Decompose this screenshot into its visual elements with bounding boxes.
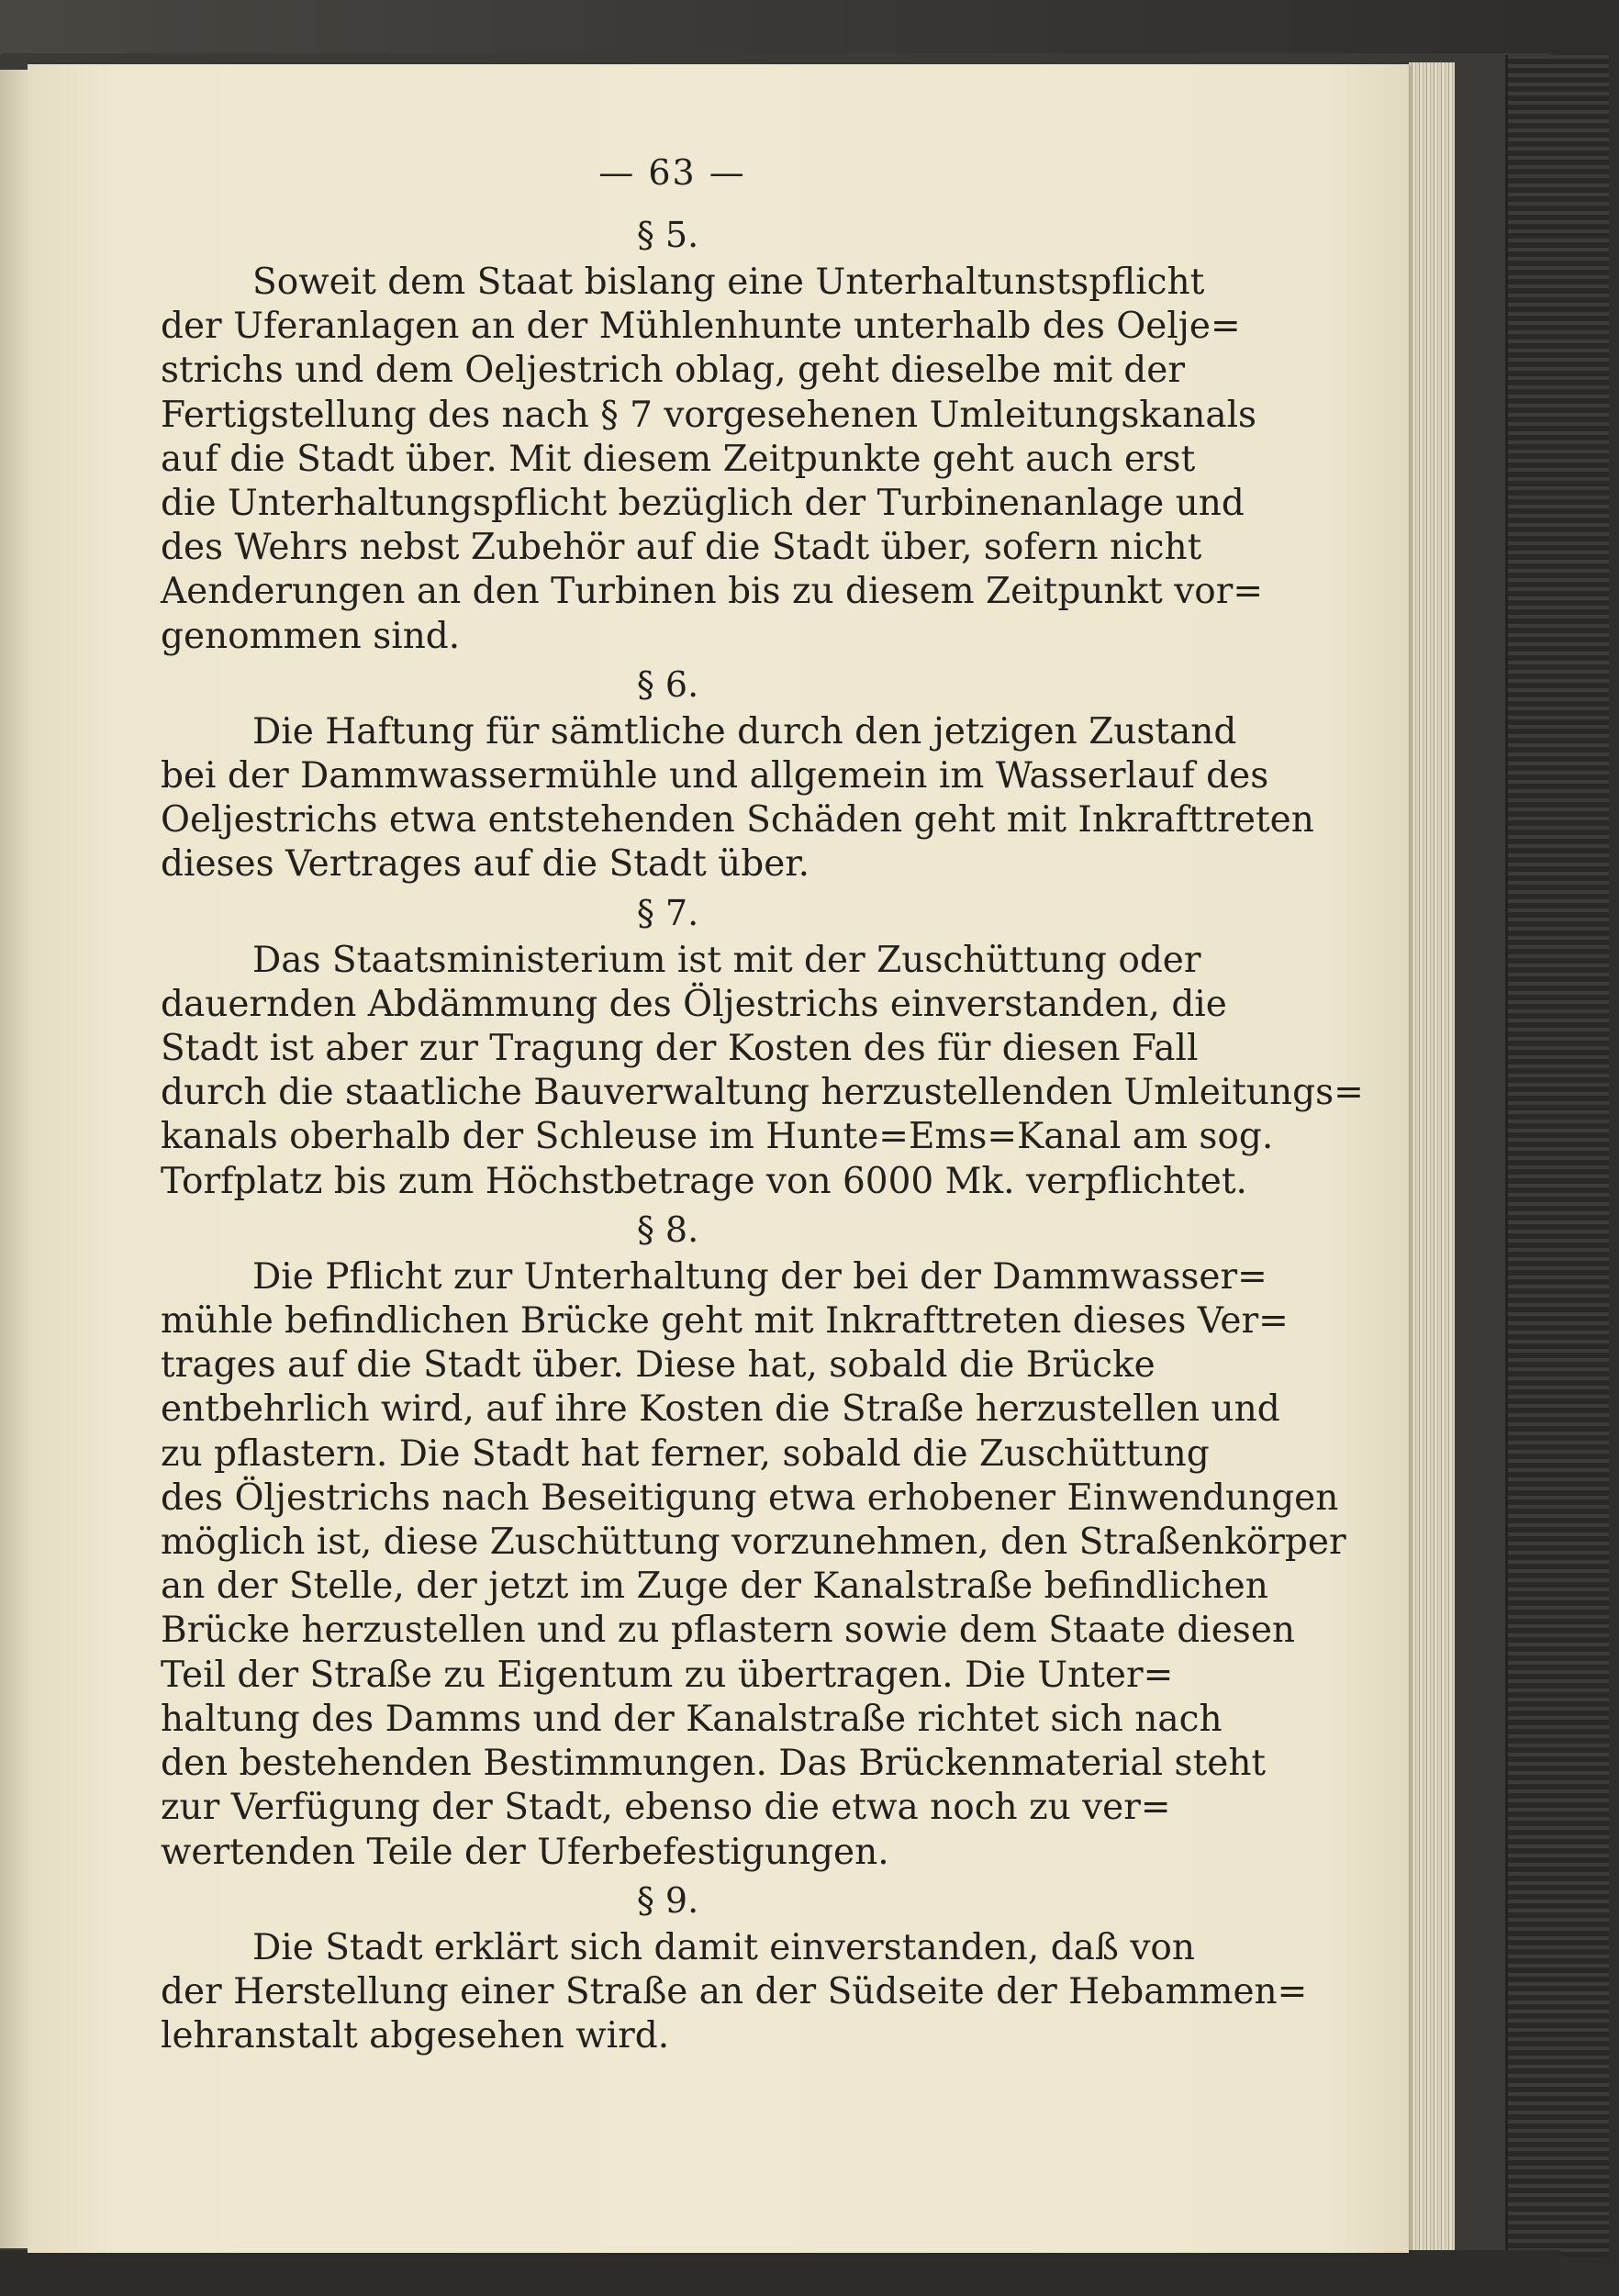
text-line: der Uferanlagen an der Mühlenhunte unterhalb des Oelje= [161,306,1241,348]
text-line: Fertigstellung des nach § 7 vorgesehenen Umleitungskanals [161,394,1257,436]
text-line: Teil der Straße zu Eigentum zu übertragen. Die Unter= [161,1654,1174,1696]
text-line: auf die Stadt über. Mit diesem Zeitpunkte geht auch erst [161,438,1196,480]
section-6 [161,659,1314,887]
text-line: durch die staatliche Bauverwaltung herzustellenden Umleitungs= [161,1072,1364,1114]
section-heading: § 6. [636,663,699,705]
book-spine [1505,55,1609,2257]
text-line: genommen sind. [161,615,461,657]
section-heading: § 8. [636,1209,699,1250]
text-line: strichs und dem Oeljestrich oblag, geht dieselbe mit der [161,350,1185,392]
text-line: Aenderungen an den Turbinen bis zu diesem Zeitpunkt vor= [161,571,1264,613]
text-line: dauernden Abdämmung des Öljestrichs einverstanden, die [161,983,1227,1025]
text-line: lehranstalt abgesehen wird. [161,2015,670,2057]
text-line: entbehrlich wird, auf ihre Kosten die Straße herzustellen und [161,1388,1280,1431]
text-line: Die Haftung für sämtliche durch den jetzigen Zustand [252,710,1237,752]
section-9 [161,1875,1308,2059]
text-line: der Herstellung einer Straße an der Südseite der Hebammen= [161,1970,1308,2012]
text-line: Die Stadt erklärt sich damit einverstanden, daß von [252,1926,1196,1968]
text-line: an der Stelle, der jetzt im Zuge der Kanalstraße befindlichen [161,1566,1268,1608]
section-8 [161,1204,1346,1875]
text-line: zur Verfügung der Stadt, ebenso die etwa noch zu ver= [161,1787,1171,1829]
text-line: bei der Dammwassermühle und allgemein im Wasserlauf des [161,755,1269,797]
text-line: trages auf die Stadt über. Diese hat, sobald die Brücke [161,1344,1156,1387]
page-text [161,147,1364,2058]
text-line: möglich ist, diese Zuschüttung vorzunehmen, den Straßenkörper [161,1521,1346,1564]
section-paragraph [161,1255,1346,1875]
section-paragraph [161,710,1314,887]
bottom-cover [0,2250,1560,2296]
text-line: Die Pflicht zur Unterhaltung der bei der Dammwasser= [252,1255,1267,1298]
section-paragraph [161,1926,1308,2059]
text-line: Oeljestrichs etwa entstehenden Schäden geht mit Inkrafttreten [161,799,1314,841]
text-line: mühle befindlichen Brücke geht mit Inkrafttreten dieses Ver= [161,1300,1289,1343]
text-line: haltung des Damms und der Kanalstraße richtet sich nach [161,1698,1223,1740]
text-line: des Öljestrichs nach Beseitigung etwa erhobener Einwendungen [161,1477,1339,1519]
text-line: Brücke herzustellen und zu pflastern sowie dem Staate diesen [161,1610,1296,1652]
text-line: wertenden Teile der Uferbefestigungen. [161,1831,889,1873]
text-line: Das Staatsministerium ist mit der Zuschüttung oder [252,939,1201,981]
section-paragraph [161,939,1364,1204]
text-line: Torfplatz bis zum Höchstbetrage von 6000 Mk. verpflichtet. [161,1160,1247,1202]
text-line: den bestehenden Bestimmungen. Das Brückenmaterial steht [161,1743,1267,1785]
text-line: Soweit dem Staat bislang eine Unterhaltunstspflicht [252,262,1205,303]
section-heading: § 7. [636,892,699,933]
page-number: — 63 — [598,152,746,193]
section-heading: § 5. [636,215,699,255]
text-line: dieses Vertrages auf die Stadt über. [161,843,810,886]
text-line: Stadt ist aber zur Tragung der Kosten des für diesen Fall [161,1028,1199,1070]
page-stack-edge [1409,62,1455,2252]
section-5 [161,209,1264,659]
text-line: zu pflastern. Die Stadt hat ferner, sobald die Zuschüttung [161,1432,1210,1475]
section-heading: § 9. [636,1879,699,1921]
section-7 [161,887,1364,1204]
section-paragraph [161,261,1264,659]
text-line: kanals oberhalb der Schleuse im Hunte=Ems=Kanal am sog. [161,1116,1274,1158]
text-line: des Wehrs nebst Zubehör auf die Stadt über, sofern nicht [161,527,1202,569]
text-line: die Unterhaltungspflicht bezüglich der Turbinenanlage und [161,483,1245,525]
